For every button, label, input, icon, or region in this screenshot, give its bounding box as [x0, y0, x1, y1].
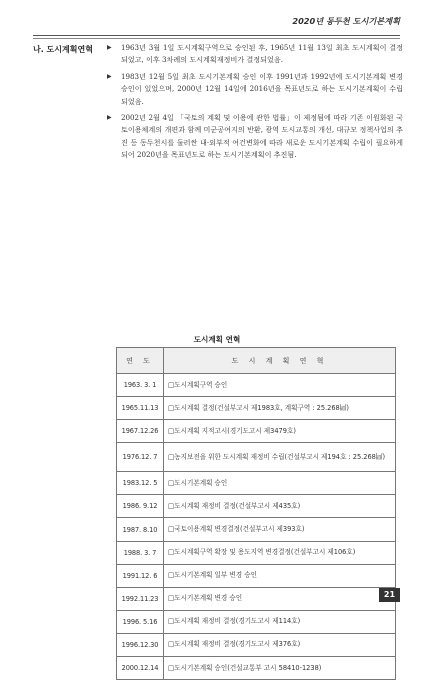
table-row	[117, 564, 396, 587]
row-year: 1965.11.13	[117, 397, 164, 420]
row-year: 1996. 5.16	[117, 610, 164, 633]
row-content: □도시계획구역 확장 및 용도지역 변경결정(건설부고시 제106호)	[164, 541, 396, 564]
row-year: 1986. 9.12	[117, 495, 164, 518]
table-row	[117, 587, 396, 610]
table-row	[117, 657, 396, 680]
row-year: 1963. 3. 1	[117, 374, 164, 397]
header-rule	[33, 35, 400, 36]
page-number: 21	[379, 588, 400, 602]
header-title: 2020년 동두천 도시기본계획	[292, 16, 400, 26]
row-content: □도시계획 재정비 결정(건설부고시 제435호)	[164, 495, 396, 518]
row-year: 1996.12.30	[117, 633, 164, 656]
row-year: 1988. 3. 7	[117, 541, 164, 564]
bullet-text: 1963년 3월 1일 도시계획구역으로 승인된 후, 1965년 11월 13일 최초 도시계획이 결정되었고, 이후 3차례의 도시계획재정비가 결정되었음.	[121, 43, 403, 65]
bullet-text: 1983년 12월 5일 최초 도시기본계획 승인 이후 1991년과 1992년에 도시기본계획 변경승인이 있었으며, 2000년 12월 14일에 2016년을 목표년도로 하는 도시기본계획이 수립되었음.	[121, 71, 403, 106]
row-content: □도시계획 결정(건설부고시 제1983호, 계획구역 : 25.268㎢)	[164, 397, 396, 420]
bullet-item	[107, 112, 403, 162]
row-content: □도시계획구역 승인	[164, 374, 396, 397]
table-caption: 도시계획 연혁	[193, 335, 241, 344]
table-row	[117, 420, 396, 443]
table-row	[117, 633, 396, 656]
table-row	[117, 610, 396, 633]
history-table	[116, 347, 396, 680]
section-title: 나. 도시계획연혁	[33, 45, 93, 54]
row-year: 1987. 8.10	[117, 518, 164, 541]
row-content: □도시계획 재정비 결정(경기도고시 제376호)	[164, 633, 396, 656]
row-year: 1976.12. 7	[117, 443, 164, 472]
bullet-arrow-icon: ▶	[107, 114, 112, 122]
page-header	[33, 10, 400, 36]
table-row	[117, 397, 396, 420]
row-year: 1991.12. 6	[117, 564, 164, 587]
bullet-item	[107, 42, 403, 67]
table-row	[117, 518, 396, 541]
header-year: 연 도	[117, 348, 164, 374]
row-content: □도시계획 지적고시(경기도고시 제3479호)	[164, 420, 396, 443]
row-content: □도시기본계획 승인	[164, 472, 396, 495]
row-year: 1992.11.23	[117, 587, 164, 610]
row-year: 2000.12.14	[117, 657, 164, 680]
bullet-arrow-icon: ▶	[107, 44, 112, 51]
table-row	[117, 472, 396, 495]
bullet-list	[107, 42, 403, 166]
row-content: □도시계획 재정비 결정(경기도고시 제114호)	[164, 610, 396, 633]
table-row	[117, 443, 396, 472]
header-history: 도 시 계 획 연 혁	[164, 348, 396, 374]
row-content: □도시기본계획 일부 변경 승인	[164, 564, 396, 587]
header-rule-thin	[33, 38, 400, 39]
row-year: 1967.12.26	[117, 420, 164, 443]
row-content: □도시기본계획 승인(건설교통부 고시 58410-1238)	[164, 657, 396, 680]
row-content: □도시기본계획 변경 승인	[164, 587, 396, 610]
row-content: □농지보전을 위한 도시계획 재정비 수립(건설부고시 제194호 : 25.268㎢)	[164, 443, 396, 472]
bullet-text: 2002년 2월 4일 「국토의 계획 및 이용에 관한 법률」이 제정됨에 따라 기존 이원화된 국토이용체계의 개편과 함께 미군공여지의 반환, 광역 도시교통의 개선, 대규모 정책사업의 추진 등 동두천시를 둘러싼 내·외부적 여건변화에 따라 새로운 도시기본계획 수립이 필요하게 되어 2020년을 목표년도로 하는 도시기본계획이 추진됨.	[121, 113, 403, 160]
bullet-item	[107, 71, 403, 108]
table-row	[117, 495, 396, 518]
table-header-row	[117, 348, 396, 374]
table-row	[117, 541, 396, 564]
bullet-arrow-icon: ▶	[107, 72, 112, 80]
table-row	[117, 374, 396, 397]
row-year: 1983.12. 5	[117, 472, 164, 495]
row-content: □국토이용계획 변경결정(건설부고시 제393호)	[164, 518, 396, 541]
